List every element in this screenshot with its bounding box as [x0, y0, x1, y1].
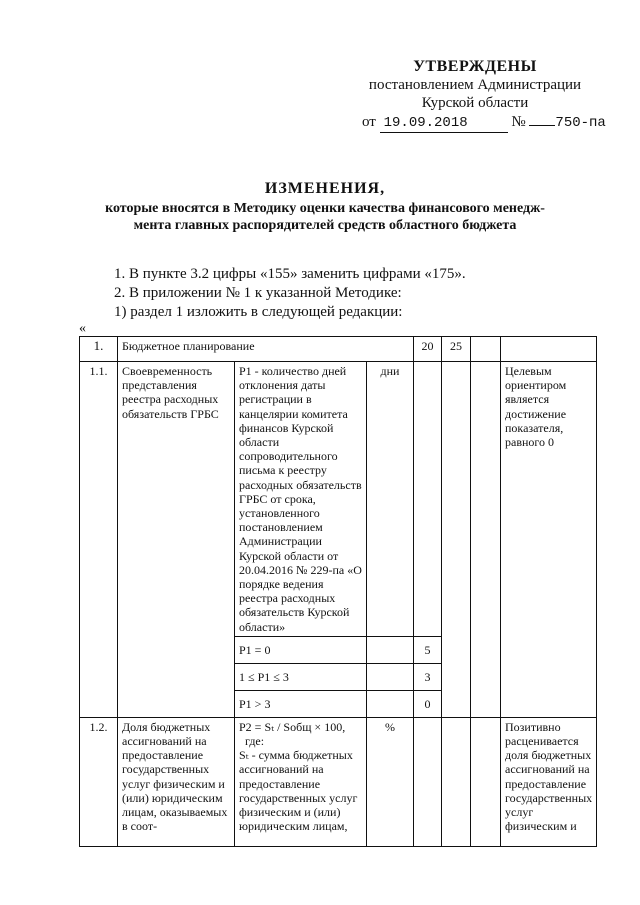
approval-title: УТВЕРЖДЕНЫ: [413, 58, 537, 75]
date-prefix: от: [362, 114, 376, 130]
formula-description: Sₜ - сумма бюджетных ассигнований на предоставление государственных услуг физическим и (или) юридическим лицам,: [239, 748, 358, 834]
formula-main: Р2 = Sₜ / Sобщ × 100,: [239, 719, 346, 734]
table-row: [80, 337, 597, 362]
table-row: [80, 362, 597, 637]
indicator-number: 1.1.: [80, 362, 118, 718]
methodology-table: [79, 336, 597, 847]
score-1: 5: [414, 636, 442, 663]
score-2: 3: [414, 663, 442, 690]
number-underline: [529, 125, 555, 126]
heading-line-2: мента главных распорядителей средств областного бюджета: [133, 218, 517, 233]
approval-line-2: Курской области: [421, 95, 529, 111]
indicator-name: Своевременность представления реестра расходных обязательств ГРБС: [118, 362, 235, 718]
indicator-note: Позитивно расценивается доля бюджетных ассигнований на предоставление государственных услуг физическим и: [501, 717, 597, 846]
condition-3: Р1 > 3: [235, 690, 367, 717]
indicator-name: Доля бюджетных ассигнований на предоставление государственных услуг физическим и (или) юридическим лицам, оказываемых в соот-: [118, 717, 235, 846]
approval-block: [340, 58, 610, 133]
body-text: [114, 265, 466, 322]
section-number: 1.: [80, 337, 118, 362]
section-col-1: 20: [414, 337, 442, 362]
condition-2: 1 ≤ Р1 ≤ 3: [235, 663, 367, 690]
table-row: [80, 717, 597, 846]
opening-quote: «: [79, 321, 86, 336]
indicator-formula: Р1 - количество дней отклонения даты регистрации в канцелярии комитета финансов Курской области сопроводительного письма к реестру расходных обязательств ГРБС от срока, установленного постановлением Администрации Курской области от 20.04.2016 № 229-па «О порядке ведения реестра расходных обязательств Курской области»: [235, 362, 367, 637]
indicator-number: 1.2.: [80, 717, 118, 846]
approval-date: 19.09.2018: [380, 114, 508, 133]
approval-number: 750-па: [555, 115, 606, 131]
score-3: 0: [414, 690, 442, 717]
section-name: Бюджетное планирование: [118, 337, 414, 362]
paragraph-1: 1. В пункте 3.2 цифры «155» заменить цифрами «175».: [114, 266, 466, 282]
paragraph-2: 2. В приложении № 1 к указанной Методике:: [114, 285, 402, 301]
indicator-note: Целевым ориентиром является достижение показателя, равного 0: [501, 362, 597, 718]
heading-line-1: которые вносятся в Методику оценки качества финансового менедж-: [105, 201, 545, 216]
section-col-2: 25: [442, 337, 471, 362]
indicator-unit: дни: [367, 362, 414, 637]
condition-1: Р1 = 0: [235, 636, 367, 663]
indicator-formula: [235, 717, 367, 846]
indicator-unit: %: [367, 717, 414, 846]
document-heading: [60, 180, 590, 234]
approval-registration-line: [362, 113, 610, 133]
formula-where: где:: [245, 734, 265, 749]
paragraph-3: 1) раздел 1 изложить в следующей редакции:: [114, 304, 403, 320]
approval-line-1: постановлением Администрации: [368, 77, 582, 93]
number-prefix: №: [511, 114, 526, 130]
heading-main: ИЗМЕНЕНИЯ,: [264, 180, 386, 197]
